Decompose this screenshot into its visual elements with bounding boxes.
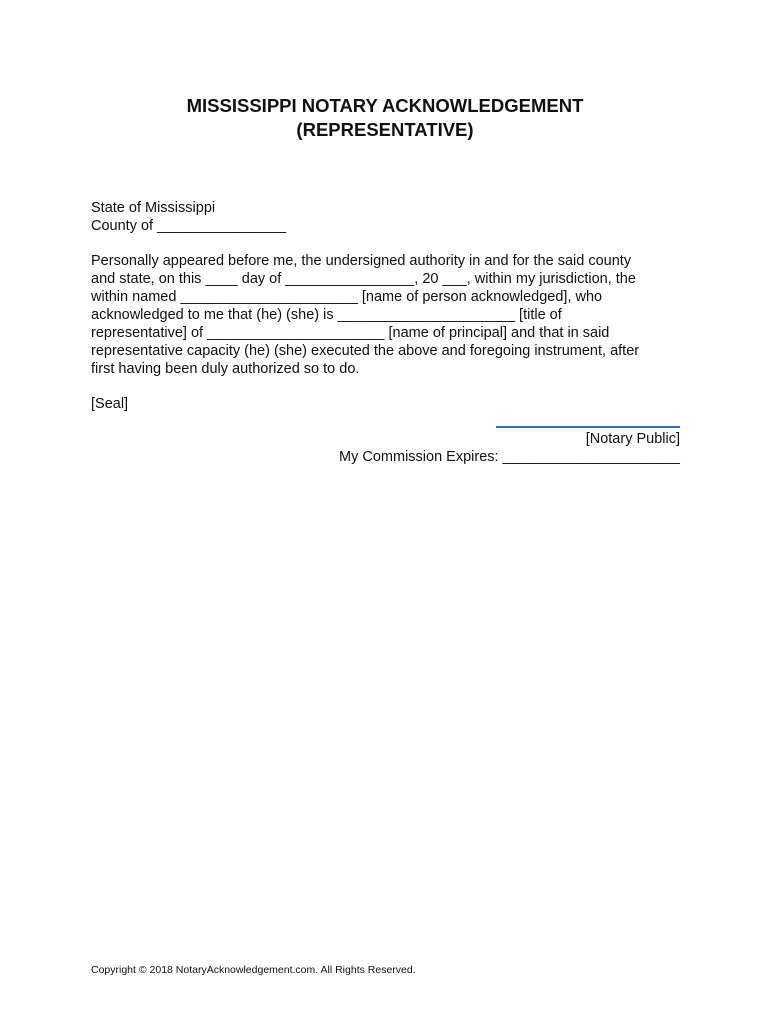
commission-expires-line: My Commission Expires: ______________________ <box>339 449 680 465</box>
document-title <box>0 94 770 142</box>
county-line: County of ________________ <box>91 218 287 234</box>
paragraph-line: representative] of ______________________ [name of principal] and that in said <box>91 325 610 341</box>
state-line: State of Mississippi <box>91 200 216 216</box>
paragraph-line: Personally appeared before me, the undersigned authority in and for the said county <box>91 253 632 269</box>
acknowledgement-paragraph <box>91 252 691 378</box>
paragraph-line: representative capacity (he) (she) executed the above and foregoing instrument, after <box>91 343 640 359</box>
paragraph-line: and state, on this ____ day of ________________, 20 ___, within my jurisdiction, the <box>91 271 636 287</box>
notary-signature-line[interactable] <box>496 426 680 428</box>
paragraph-line: acknowledged to me that (he) (she) is ______________________ [title of <box>91 307 562 323</box>
venue-block <box>91 199 691 235</box>
title-line-1: MISSISSIPPI NOTARY ACKNOWLEDGEMENT <box>186 95 584 116</box>
paragraph-line: within named ______________________ [name of person acknowledged], who <box>91 289 603 305</box>
notary-public-label: [Notary Public] <box>585 431 680 447</box>
copyright-footer: Copyright © 2018 NotaryAcknowledgement.com. All Rights Reserved. <box>91 964 416 976</box>
seal-label: [Seal] <box>91 396 129 412</box>
title-line-2: (REPRESENTATIVE) <box>296 119 474 140</box>
paragraph-line: first having been duly authorized so to do. <box>91 361 360 377</box>
